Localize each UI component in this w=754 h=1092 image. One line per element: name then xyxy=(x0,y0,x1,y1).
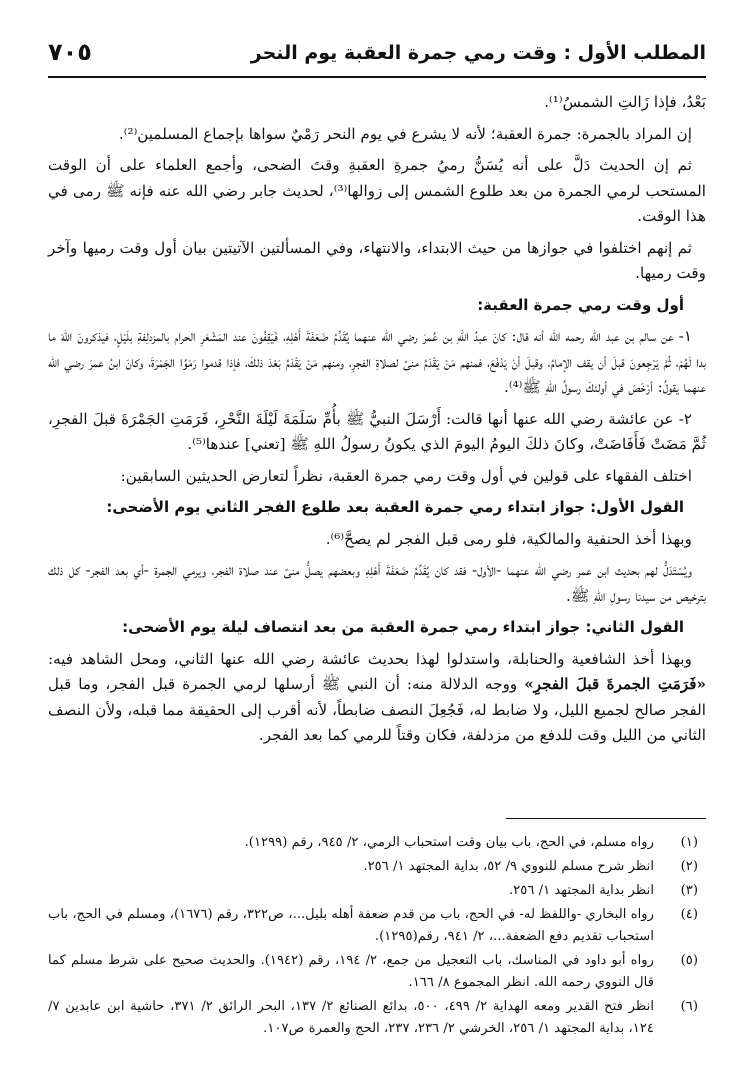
page-number: ٧٠٥ xyxy=(48,38,92,66)
paragraph-text: ووجه الدلالة منه: أن النبي ﷺ أرسلها لرمي الجمرة قبل الفجر، وما قبل الفجر صالح لجميع الليل، ولا ضابط له، فَجُعِلَ النصف ضابطاً، لأنه أقرب إلى الحقيقة مما قبله، ولأن النصف الثاني من الليل وقت للدفع من مزدلفة، فكان وقتاً للرمي كما بعد الفجر. xyxy=(48,675,706,744)
paragraph-text: وبهذا أخذ الشافعية والحنابلة، واستدلوا لهذا بحديث عائشة رضي الله عنها الثاني، ومحل الشاهد فيه: xyxy=(48,649,692,668)
footnotes xyxy=(48,832,706,1042)
section-heading: القول الثاني: جواز ابتداء رمي جمرة العقبة من بعد انتصاف ليلة يوم الأضحى: xyxy=(122,618,684,636)
footnote-number: (٥) xyxy=(680,953,698,968)
hadith-paragraph: ٢- عن عائشة رضي الله عنها أنها قالت: أَرْسَلَ النبيُّ ﷺ بأُمِّ سَلَمَةَ لَيْلَةَ النَّحْرِ، فَرَمَتِ الجَمْرَةَ قبلَ الفجرِ، ثُمَّ مَضَتْ فَأَفَاضَتْ، وكانَ ذلكَ اليومُ اليومَ الذي يكونُ رسولُ اللهِ ﷺ [تعني] عندها⁽⁵⁾. xyxy=(48,409,706,453)
footnote-number: (١) xyxy=(680,835,698,850)
main-text xyxy=(48,90,706,755)
section-heading: القول الأول: جواز ابتداء رمي جمرة العقبة بعد طلوع الفجر الثاني يوم الأضحى: xyxy=(106,498,684,516)
quoted-text: «فَرَمَتِ الجمرةَ قبلَ الفجرِ» xyxy=(524,675,706,693)
paragraph: بَعْدُ، فإذا زَالتِ الشمسُ⁽¹⁾. xyxy=(544,93,706,111)
footnote-number: (٦) xyxy=(680,999,698,1014)
footnote-text: انظر شرح مسلم للنووي ٩/ ٥٢، بداية المجتهد ١/ ٢٥٦. xyxy=(363,859,654,874)
footnote-text: رواه أبو داود في المناسك، باب التعجيل من جمع، ٢/ ١٩٤، رقم (١٩٤٢). والحديث صحيح على شرط مسلم كما قال النووي رحمه الله. انظر المجموع ٨/ ١٦٦. xyxy=(48,953,655,990)
page-header xyxy=(48,36,706,78)
paragraph: اختلف الفقهاء على قولين في أول وقت رمي جمرة العقبة، نظراً لتعارض الحديثين السابقين: xyxy=(120,466,692,485)
paragraph: إن المراد بالجمرة: جمرة العقبة؛ لأنه لا يشرع في يوم النحر رَمْيٌ سواها بإجماع المسلمين⁽²⁾. xyxy=(118,124,692,143)
footnote xyxy=(48,950,706,994)
footnote-number: (٤) xyxy=(680,907,698,922)
footnote-text: انظر بداية المجتهد ١/ ٢٥٦. xyxy=(509,883,654,898)
footnote xyxy=(48,832,706,854)
running-title: المطلب الأول : وقت رمي جمرة العقبة يوم النحر xyxy=(250,42,706,64)
footnote xyxy=(48,856,706,878)
footnote-text: رواه البخاري -واللفظ له- في الحج، باب من قدم ضعفة أهله بليل...، ص٣٢٢، رقم (١٦٧٦)، ومسلم في الحج، باب استحباب تقديم دفع الضعفة...، ٢/ ٩٤١، رقم(١٢٩٥). xyxy=(48,907,655,944)
footnote xyxy=(48,880,706,902)
paragraph: ثم إنهم اختلفوا في جوازها من حيث الابتداء، والانتهاء، وفي المسألتين الآتيتين بيان أول وقت رميها وآخر وقت رميها. xyxy=(48,238,706,282)
paragraph: ويُسْتَدَلُّ لهم بحديث ابن عمر رضي الله عنهما -الأول- فقد كان يُقَدِّمُ ضَعَفَةَ أَهْلِهِ وبعضهم يصلُّ منىً عند صلاة الفجر، ويرمي الجمرة -أي بعد الفجر- كل ذلك بترخيص من سيدنا رسولِ اللهِ ﷺ. xyxy=(48,561,706,605)
footnote-text: رواه مسلم، في الحج، باب بيان وقت استحباب الرمي، ٢/ ٩٤٥، رقم (١٢٩٩). xyxy=(244,835,654,850)
paragraph xyxy=(48,647,706,749)
footnote-number: (٣) xyxy=(680,883,698,898)
footnote-text: انظر فتح القدير ومعه الهداية ٢/ ٤٩٩، ٥٠٠، بدائع الصنائع ٢/ ١٣٧، البحر الرائق ٢/ ٣٧١، حاشية ابن عابدين ٧/ ١٢٤، بداية المجتهد ١/ ٢٥٦، الخرشي ٢/ ٢٣٦، ٢٣٧، الحج والعمرة ص١٠٧. xyxy=(48,999,655,1036)
footnote-number: (٢) xyxy=(680,859,698,874)
footnote-separator xyxy=(506,818,706,819)
footnote xyxy=(48,904,706,948)
footnote xyxy=(48,996,706,1040)
paragraph: ثم إن الحديث دَلَّ على أنه يُسَنُّ رميُ جمرةِ العقبةِ وقتَ الضحى، وأجمع العلماء على أن الوقت المستحب لرمي الجمرة من بعد طلوع الشمس إلى زوالها⁽³⁾، لحديث جابر رضي الله عنه فإنه ﷺ رمى في هذا الوقت. xyxy=(48,156,706,225)
paragraph: وبهذا أخذ الحنفية والمالكية، فلو رمى قبل الفجر لم يصحَّ⁽⁶⁾. xyxy=(325,529,692,548)
section-heading: أول وقت رمي جمرة العقبة: xyxy=(477,295,684,314)
hadith-paragraph: ١- عن سالم بن عبد الله رحمه الله أنه قال: كانَ عبدُ اللهِ بن عُمرَ رضي الله عنهما يُقَدِّمُ ضَعَفَةَ أَهْلِهِ، فَيَقِفُونَ عند المَشْعَرِ الحرام بالمزدلِفةِ بلَيْلٍ، فيذكرونَ اللهَ ما بدا لَهُمْ، ثُمَّ يَرْجِعونَ قبلَ أن يقف الإمامُ، وقبلَ أنْ يَدْفَعَ، فمنهم مَنْ يَقْدَمُ منىً لصلاةِ الفجرِ، ومنهم مَنْ يَقْدَمُ بَعْدَ ذلكَ، فإذا قدموا رَمَوُا الجَمْرَةَ، وكانَ ابنُ عمرَ رضي الله عنهما يقولُ: أرْخَصَ في أولئكَ رسولُ اللهِ ﷺ⁽⁴⁾. xyxy=(48,327,706,396)
